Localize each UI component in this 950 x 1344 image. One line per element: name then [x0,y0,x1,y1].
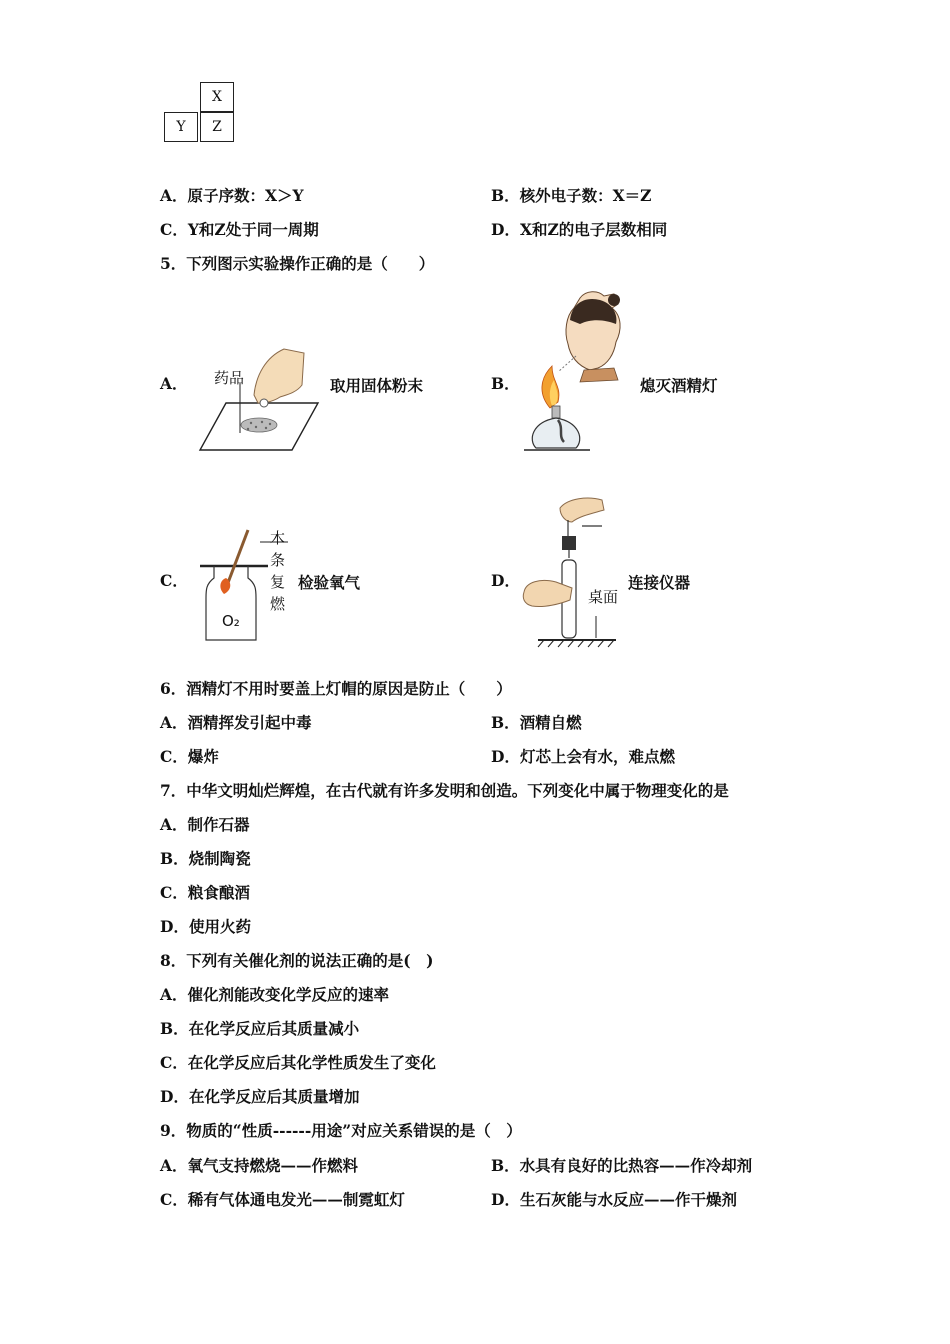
q9-option-c: C．稀有气体通电发光——制霓虹灯 [160,1190,405,1209]
q6-option-b: B．酒精自燃 [491,713,582,732]
q7-option-b: B．烧制陶瓷 [160,849,251,868]
q5-option-b-letter: B． [491,374,520,393]
q8-option-c: C．在化学反应后其化学性质发生了变化 [160,1053,436,1072]
q8-option-a: A．催化剂能改变化学反应的速率 [160,985,390,1004]
fig-c-label-4: 燃 [270,595,286,613]
fig-c-label-2: 条 [270,551,286,569]
grid-cell-y: Y [164,112,198,142]
figure-extinguish-lamp [518,290,636,455]
fig-a-label: 药品 [214,369,245,387]
q8-stem: 8．下列有关催化剂的说法正确的是( ) [160,951,434,970]
q8-option-b: B．在化学反应后其质量减小 [160,1019,360,1038]
q4-option-b: B．核外电子数：X＝Z [491,186,652,205]
q5-option-d-caption: 连接仪器 [628,573,691,592]
fig-d-label: 桌面 [588,588,619,606]
q4-option-c: C．Y和Z处于同一周期 [160,220,319,239]
q6-stem: 6．酒精灯不用时要盖上灯帽的原因是防止（ ） [160,679,512,698]
q5-stem: 5．下列图示实验操作正确的是（ ） [160,254,435,273]
q8-option-d: D．在化学反应后其质量增加 [160,1087,360,1106]
q5-option-b-caption: 熄灭酒精灯 [640,376,718,395]
q5-option-d-letter: D． [491,571,520,590]
figure-solid-powder [196,345,326,455]
q6-option-d: D．灯芯上会有水，难点燃 [491,747,675,766]
q9-option-b: B．水具有良好的比热容——作冷却剂 [491,1156,753,1175]
q4-option-d: D．X和Z的电子层数相同 [491,220,668,239]
q6-option-a: A．酒精挥发引起中毒 [160,713,312,732]
q7-option-a: A．制作石器 [160,815,250,834]
q7-option-c: C．粮食酿酒 [160,883,250,902]
q5-option-a-letter: A． [160,374,188,393]
q7-option-d: D．使用火药 [160,917,251,936]
q7-stem: 7．中华文明灿烂辉煌，在古代就有许多发明和创造。下列变化中属于物理变化的是 [160,781,729,800]
q6-option-c: C．爆炸 [160,747,219,766]
q5-option-a-caption: 取用固体粉末 [330,376,424,395]
fig-c-label-3: 复 [270,573,286,591]
grid-cell-x: X [200,82,234,112]
q4-option-a: A．原子序数：X＞Y [160,186,304,205]
fig-c-label-1: 木 [270,529,286,547]
q9-option-a: A．氧气支持燃烧——作燃料 [160,1156,359,1175]
grid-cell-z: Z [200,112,234,142]
q9-option-d: D．生石灰能与水反应——作干燥剂 [491,1190,737,1209]
fig-c-gas-label: O₂ [222,612,240,630]
q5-option-c-letter: C． [160,571,188,590]
figure-connect-apparatus [520,496,620,648]
periodic-table-fragment [164,82,236,144]
q5-option-c-caption: 检验氧气 [298,573,361,592]
q9-stem: 9．物质的“性质------用途”对应关系错误的是（ ） [160,1121,522,1140]
